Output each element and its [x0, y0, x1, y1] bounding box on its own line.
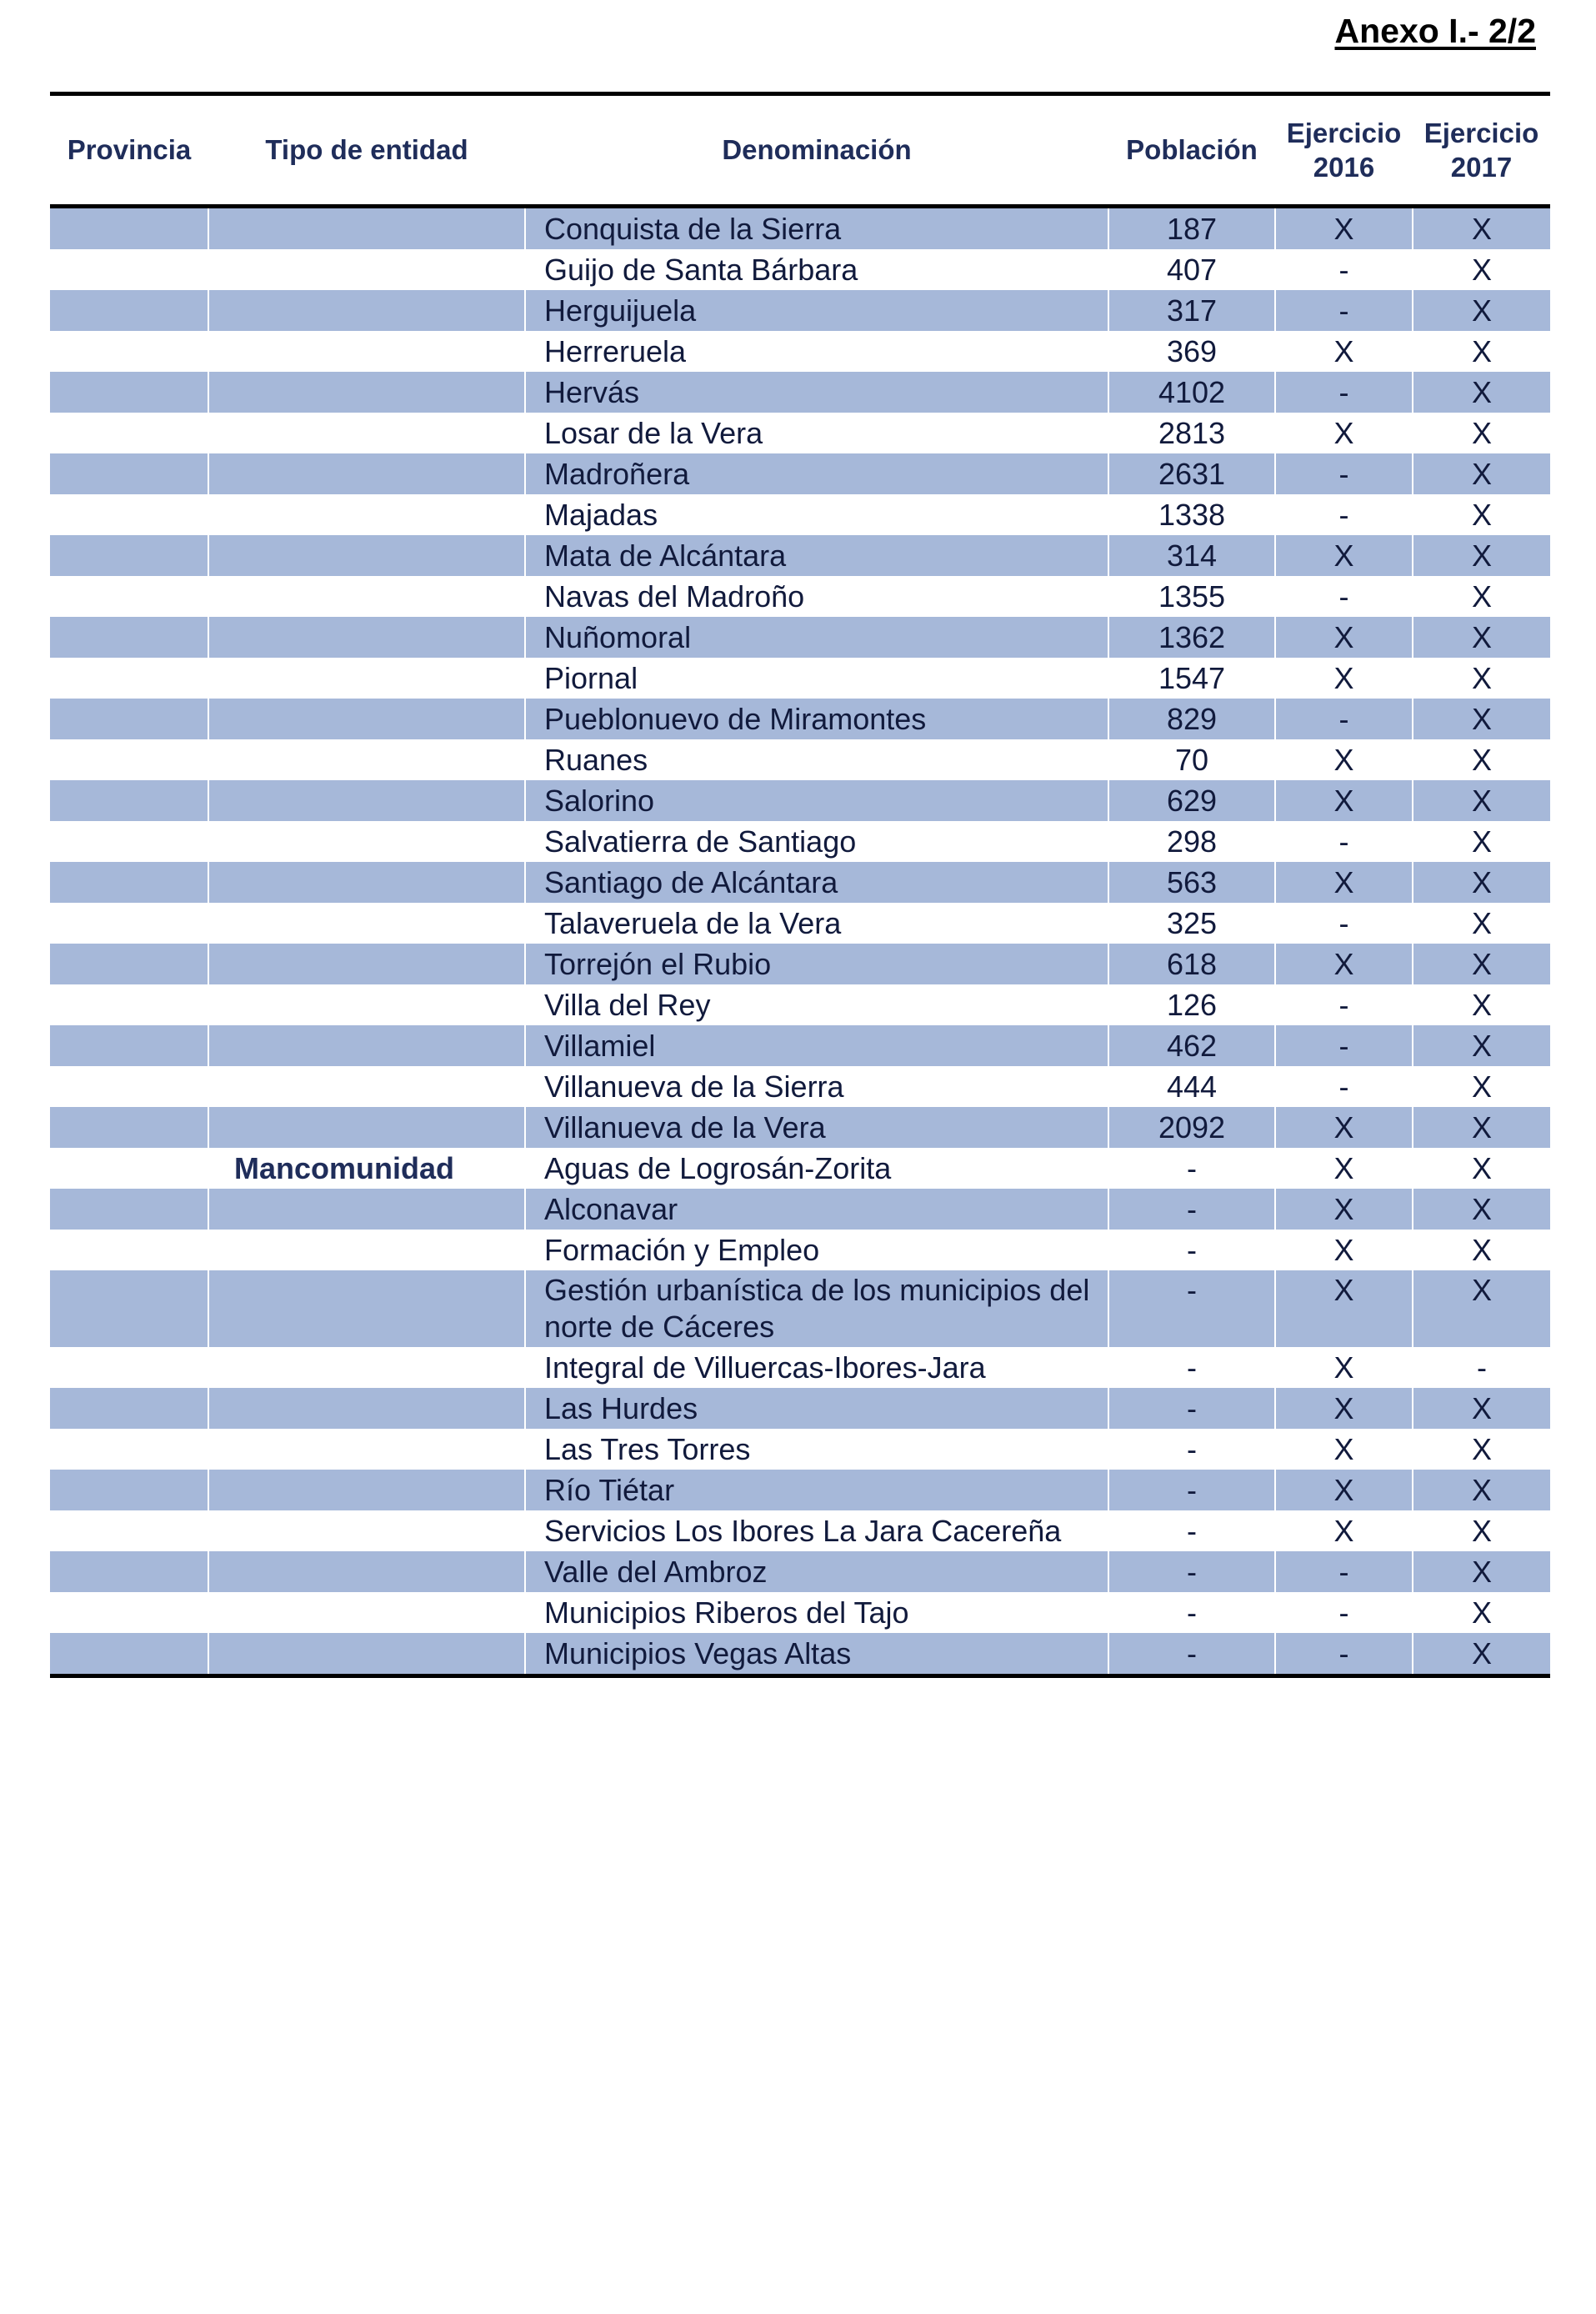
cell-provincia — [50, 413, 208, 453]
cell-provincia — [50, 1388, 208, 1429]
cell-denominacion: Aguas de Logrosán-Zorita — [525, 1148, 1108, 1189]
cell-tipo-entidad — [208, 535, 525, 576]
cell-denominacion: Piornal — [525, 658, 1108, 699]
cell-tipo-entidad — [208, 494, 525, 535]
cell-poblacion: 1547 — [1108, 658, 1275, 699]
cell-ejercicio-2016: - — [1275, 494, 1413, 535]
cell-tipo-entidad — [208, 821, 525, 862]
cell-tipo-entidad — [208, 1189, 525, 1230]
cell-denominacion: Gestión urbanística de los municipios del norte de Cáceres — [525, 1270, 1108, 1347]
table-row — [50, 331, 1550, 372]
cell-ejercicio-2017: X — [1413, 1270, 1550, 1347]
table-row — [50, 1429, 1550, 1470]
table-row — [50, 1230, 1550, 1270]
cell-ejercicio-2017: X — [1413, 944, 1550, 984]
cell-denominacion: Conquista de la Sierra — [525, 207, 1108, 250]
cell-denominacion: Villanueva de la Sierra — [525, 1066, 1108, 1107]
cell-poblacion: - — [1108, 1510, 1275, 1551]
cell-ejercicio-2016: - — [1275, 699, 1413, 739]
cell-ejercicio-2016: - — [1275, 372, 1413, 413]
cell-poblacion: 1362 — [1108, 617, 1275, 658]
cell-denominacion: Santiago de Alcántara — [525, 862, 1108, 903]
cell-provincia — [50, 617, 208, 658]
cell-provincia — [50, 207, 208, 250]
cell-ejercicio-2016: X — [1275, 1230, 1413, 1270]
cell-ejercicio-2017: X — [1413, 1592, 1550, 1633]
cell-ejercicio-2016: X — [1275, 944, 1413, 984]
cell-ejercicio-2016: X — [1275, 1510, 1413, 1551]
cell-poblacion: - — [1108, 1388, 1275, 1429]
cell-denominacion: Mata de Alcántara — [525, 535, 1108, 576]
table-row — [50, 658, 1550, 699]
table-row — [50, 1148, 1550, 1189]
cell-ejercicio-2016: X — [1275, 331, 1413, 372]
cell-provincia — [50, 903, 208, 944]
header-denominacion: Denominación — [525, 94, 1108, 207]
table-row — [50, 739, 1550, 780]
table-row — [50, 1510, 1550, 1551]
cell-poblacion: 4102 — [1108, 372, 1275, 413]
cell-poblacion: 70 — [1108, 739, 1275, 780]
cell-provincia — [50, 1510, 208, 1551]
cell-ejercicio-2016: - — [1275, 984, 1413, 1025]
header-provincia: Provincia — [50, 94, 208, 207]
cell-denominacion: Municipios Riberos del Tajo — [525, 1592, 1108, 1633]
cell-provincia — [50, 1148, 208, 1189]
cell-ejercicio-2016: X — [1275, 780, 1413, 821]
cell-ejercicio-2016: - — [1275, 576, 1413, 617]
table-row — [50, 290, 1550, 331]
table-row — [50, 1107, 1550, 1148]
table-row — [50, 1025, 1550, 1066]
cell-ejercicio-2016: - — [1275, 1633, 1413, 1676]
table-row — [50, 1347, 1550, 1388]
cell-tipo-entidad — [208, 1066, 525, 1107]
cell-tipo-entidad — [208, 1107, 525, 1148]
cell-tipo-entidad — [208, 862, 525, 903]
cell-ejercicio-2016: - — [1275, 1066, 1413, 1107]
cell-tipo-entidad — [208, 1551, 525, 1592]
cell-ejercicio-2017: X — [1413, 984, 1550, 1025]
cell-poblacion: 369 — [1108, 331, 1275, 372]
cell-ejercicio-2017: X — [1413, 1470, 1550, 1510]
table-row — [50, 984, 1550, 1025]
cell-ejercicio-2017: X — [1413, 617, 1550, 658]
cell-ejercicio-2017: X — [1413, 699, 1550, 739]
cell-denominacion: Pueblonuevo de Miramontes — [525, 699, 1108, 739]
cell-ejercicio-2017: X — [1413, 1551, 1550, 1592]
cell-ejercicio-2017: X — [1413, 1148, 1550, 1189]
cell-ejercicio-2016: - — [1275, 821, 1413, 862]
cell-ejercicio-2017: X — [1413, 903, 1550, 944]
cell-provincia — [50, 739, 208, 780]
cell-poblacion: 325 — [1108, 903, 1275, 944]
table-row — [50, 535, 1550, 576]
cell-ejercicio-2016: - — [1275, 249, 1413, 290]
cell-provincia — [50, 453, 208, 494]
cell-denominacion: Ruanes — [525, 739, 1108, 780]
table-row — [50, 1270, 1550, 1347]
cell-denominacion: Nuñomoral — [525, 617, 1108, 658]
cell-tipo-entidad — [208, 1510, 525, 1551]
cell-tipo-entidad — [208, 1470, 525, 1510]
cell-ejercicio-2017: X — [1413, 1633, 1550, 1676]
table-row — [50, 617, 1550, 658]
cell-denominacion: Herguijuela — [525, 290, 1108, 331]
cell-ejercicio-2017: X — [1413, 1230, 1550, 1270]
cell-denominacion: Río Tiétar — [525, 1470, 1108, 1510]
table-row — [50, 1470, 1550, 1510]
cell-poblacion: 1355 — [1108, 576, 1275, 617]
cell-denominacion: Formación y Empleo — [525, 1230, 1108, 1270]
cell-provincia — [50, 780, 208, 821]
cell-ejercicio-2016: X — [1275, 739, 1413, 780]
cell-ejercicio-2016: X — [1275, 1470, 1413, 1510]
cell-ejercicio-2016: X — [1275, 1148, 1413, 1189]
cell-ejercicio-2017: - — [1413, 1347, 1550, 1388]
cell-denominacion: Salvatierra de Santiago — [525, 821, 1108, 862]
cell-tipo-entidad — [208, 413, 525, 453]
cell-ejercicio-2016: X — [1275, 1107, 1413, 1148]
cell-ejercicio-2017: X — [1413, 1025, 1550, 1066]
header-poblacion: Población — [1108, 94, 1275, 207]
cell-ejercicio-2016: - — [1275, 1025, 1413, 1066]
cell-provincia — [50, 494, 208, 535]
table-row — [50, 1066, 1550, 1107]
cell-tipo-entidad — [208, 453, 525, 494]
table-row — [50, 576, 1550, 617]
table-row — [50, 1551, 1550, 1592]
cell-denominacion: Navas del Madroño — [525, 576, 1108, 617]
table-row — [50, 862, 1550, 903]
cell-provincia — [50, 1025, 208, 1066]
cell-ejercicio-2017: X — [1413, 331, 1550, 372]
cell-denominacion: Hervás — [525, 372, 1108, 413]
cell-tipo-entidad — [208, 207, 525, 250]
cell-ejercicio-2017: X — [1413, 821, 1550, 862]
cell-poblacion: - — [1108, 1429, 1275, 1470]
cell-ejercicio-2016: X — [1275, 207, 1413, 250]
cell-tipo-entidad — [208, 984, 525, 1025]
cell-ejercicio-2017: X — [1413, 207, 1550, 250]
cell-ejercicio-2016: X — [1275, 1388, 1413, 1429]
cell-poblacion: - — [1108, 1230, 1275, 1270]
cell-ejercicio-2016: X — [1275, 617, 1413, 658]
cell-tipo-entidad — [208, 658, 525, 699]
cell-ejercicio-2017: X — [1413, 1429, 1550, 1470]
cell-denominacion: Majadas — [525, 494, 1108, 535]
header-ejercicio-2017 — [1413, 94, 1550, 207]
cell-ejercicio-2017: X — [1413, 1388, 1550, 1429]
cell-ejercicio-2017: X — [1413, 494, 1550, 535]
cell-tipo-entidad — [208, 944, 525, 984]
cell-poblacion: 462 — [1108, 1025, 1275, 1066]
cell-ejercicio-2017: X — [1413, 658, 1550, 699]
cell-denominacion: Las Hurdes — [525, 1388, 1108, 1429]
cell-provincia — [50, 1230, 208, 1270]
cell-tipo-entidad — [208, 1270, 525, 1347]
cell-provincia — [50, 535, 208, 576]
cell-ejercicio-2017: X — [1413, 1510, 1550, 1551]
cell-denominacion: Madroñera — [525, 453, 1108, 494]
cell-provincia — [50, 372, 208, 413]
cell-poblacion: 2092 — [1108, 1107, 1275, 1148]
cell-provincia — [50, 1347, 208, 1388]
cell-provincia — [50, 1429, 208, 1470]
table-header — [50, 94, 1550, 207]
table-row — [50, 413, 1550, 453]
table-row — [50, 494, 1550, 535]
cell-ejercicio-2016: X — [1275, 862, 1413, 903]
cell-poblacion: - — [1108, 1633, 1275, 1676]
cell-tipo-entidad — [208, 699, 525, 739]
cell-denominacion: Villanueva de la Vera — [525, 1107, 1108, 1148]
cell-tipo-entidad — [208, 1633, 525, 1676]
table-row — [50, 207, 1550, 250]
header-ejercicio-2017-line2: 2017 — [1450, 152, 1513, 183]
cell-provincia — [50, 1592, 208, 1633]
cell-poblacion: - — [1108, 1470, 1275, 1510]
cell-ejercicio-2017: X — [1413, 780, 1550, 821]
cell-denominacion: Las Tres Torres — [525, 1429, 1108, 1470]
header-ejercicio-2016-line2: 2016 — [1313, 152, 1375, 183]
cell-ejercicio-2017: X — [1413, 453, 1550, 494]
cell-ejercicio-2017: X — [1413, 1189, 1550, 1230]
cell-poblacion: - — [1108, 1270, 1275, 1347]
table-body — [50, 207, 1550, 1676]
cell-denominacion: Integral de Villuercas-Ibores-Jara — [525, 1347, 1108, 1388]
cell-tipo-entidad — [208, 1230, 525, 1270]
cell-provincia — [50, 1633, 208, 1676]
cell-poblacion: - — [1108, 1189, 1275, 1230]
table-row — [50, 1592, 1550, 1633]
cell-ejercicio-2016: X — [1275, 658, 1413, 699]
table-row — [50, 249, 1550, 290]
cell-poblacion: - — [1108, 1148, 1275, 1189]
cell-provincia — [50, 1189, 208, 1230]
cell-poblacion: 187 — [1108, 207, 1275, 250]
cell-poblacion: 317 — [1108, 290, 1275, 331]
cell-denominacion: Guijo de Santa Bárbara — [525, 249, 1108, 290]
header-ejercicio-2017-line1: Ejercicio — [1423, 117, 1539, 148]
cell-ejercicio-2016: - — [1275, 1551, 1413, 1592]
cell-provincia — [50, 331, 208, 372]
cell-denominacion: Valle del Ambroz — [525, 1551, 1108, 1592]
cell-tipo-entidad — [208, 617, 525, 658]
cell-tipo-entidad — [208, 780, 525, 821]
header-tipo-entidad: Tipo de entidad — [208, 94, 525, 207]
cell-ejercicio-2017: X — [1413, 535, 1550, 576]
cell-provincia — [50, 1470, 208, 1510]
cell-tipo-entidad — [208, 576, 525, 617]
cell-provincia — [50, 1066, 208, 1107]
cell-ejercicio-2017: X — [1413, 413, 1550, 453]
cell-poblacion: - — [1108, 1347, 1275, 1388]
cell-ejercicio-2016: - — [1275, 290, 1413, 331]
cell-ejercicio-2016: - — [1275, 453, 1413, 494]
cell-provincia — [50, 862, 208, 903]
cell-provincia — [50, 1270, 208, 1347]
cell-ejercicio-2016: X — [1275, 413, 1413, 453]
table-row — [50, 372, 1550, 413]
cell-poblacion: 2631 — [1108, 453, 1275, 494]
cell-denominacion: Herreruela — [525, 331, 1108, 372]
cell-poblacion: - — [1108, 1592, 1275, 1633]
table-row — [50, 944, 1550, 984]
cell-poblacion: - — [1108, 1551, 1275, 1592]
cell-ejercicio-2017: X — [1413, 1107, 1550, 1148]
cell-poblacion: 298 — [1108, 821, 1275, 862]
cell-denominacion: Salorino — [525, 780, 1108, 821]
cell-provincia — [50, 984, 208, 1025]
table-row — [50, 1388, 1550, 1429]
table-row — [50, 699, 1550, 739]
cell-ejercicio-2016: - — [1275, 1592, 1413, 1633]
cell-poblacion: 829 — [1108, 699, 1275, 739]
cell-poblacion: 314 — [1108, 535, 1275, 576]
cell-tipo-entidad — [208, 290, 525, 331]
cell-provincia — [50, 699, 208, 739]
cell-ejercicio-2017: X — [1413, 1066, 1550, 1107]
table-row — [50, 453, 1550, 494]
cell-ejercicio-2017: X — [1413, 739, 1550, 780]
cell-ejercicio-2017: X — [1413, 290, 1550, 331]
cell-ejercicio-2016: - — [1275, 903, 1413, 944]
cell-ejercicio-2016: X — [1275, 1189, 1413, 1230]
cell-ejercicio-2017: X — [1413, 862, 1550, 903]
cell-tipo-entidad — [208, 1025, 525, 1066]
cell-poblacion: 407 — [1108, 249, 1275, 290]
cell-tipo-entidad: Mancomunidad — [208, 1148, 525, 1189]
cell-ejercicio-2016: X — [1275, 1347, 1413, 1388]
cell-provincia — [50, 1107, 208, 1148]
cell-denominacion: Torrejón el Rubio — [525, 944, 1108, 984]
table-row — [50, 903, 1550, 944]
cell-provincia — [50, 290, 208, 331]
cell-denominacion: Alconavar — [525, 1189, 1108, 1230]
cell-ejercicio-2017: X — [1413, 249, 1550, 290]
cell-provincia — [50, 249, 208, 290]
cell-provincia — [50, 658, 208, 699]
cell-tipo-entidad — [208, 1592, 525, 1633]
cell-provincia — [50, 576, 208, 617]
cell-denominacion: Villamiel — [525, 1025, 1108, 1066]
cell-denominacion: Servicios Los Ibores La Jara Cacereña — [525, 1510, 1108, 1551]
header-ejercicio-2016-line1: Ejercicio — [1286, 117, 1402, 148]
cell-poblacion: 444 — [1108, 1066, 1275, 1107]
cell-ejercicio-2016: X — [1275, 1270, 1413, 1347]
table-row — [50, 1633, 1550, 1676]
annex-title: Anexo I.- 2/2 — [1334, 12, 1536, 50]
cell-ejercicio-2016: X — [1275, 1429, 1413, 1470]
cell-provincia — [50, 821, 208, 862]
cell-ejercicio-2017: X — [1413, 372, 1550, 413]
table-row — [50, 821, 1550, 862]
table-row — [50, 1189, 1550, 1230]
cell-tipo-entidad — [208, 1347, 525, 1388]
cell-tipo-entidad — [208, 372, 525, 413]
cell-denominacion: Talaveruela de la Vera — [525, 903, 1108, 944]
cell-tipo-entidad — [208, 1429, 525, 1470]
cell-provincia — [50, 1551, 208, 1592]
cell-tipo-entidad — [208, 331, 525, 372]
cell-ejercicio-2016: X — [1275, 535, 1413, 576]
cell-denominacion: Losar de la Vera — [525, 413, 1108, 453]
entities-table — [50, 92, 1550, 1678]
cell-poblacion: 1338 — [1108, 494, 1275, 535]
cell-tipo-entidad — [208, 1388, 525, 1429]
cell-poblacion: 618 — [1108, 944, 1275, 984]
cell-denominacion: Villa del Rey — [525, 984, 1108, 1025]
cell-poblacion: 2813 — [1108, 413, 1275, 453]
cell-poblacion: 126 — [1108, 984, 1275, 1025]
cell-ejercicio-2017: X — [1413, 576, 1550, 617]
cell-tipo-entidad — [208, 739, 525, 780]
cell-provincia — [50, 944, 208, 984]
cell-denominacion: Municipios Vegas Altas — [525, 1633, 1108, 1676]
cell-poblacion: 563 — [1108, 862, 1275, 903]
cell-tipo-entidad — [208, 249, 525, 290]
cell-poblacion: 629 — [1108, 780, 1275, 821]
cell-tipo-entidad — [208, 903, 525, 944]
header-ejercicio-2016 — [1275, 94, 1413, 207]
table-row — [50, 780, 1550, 821]
